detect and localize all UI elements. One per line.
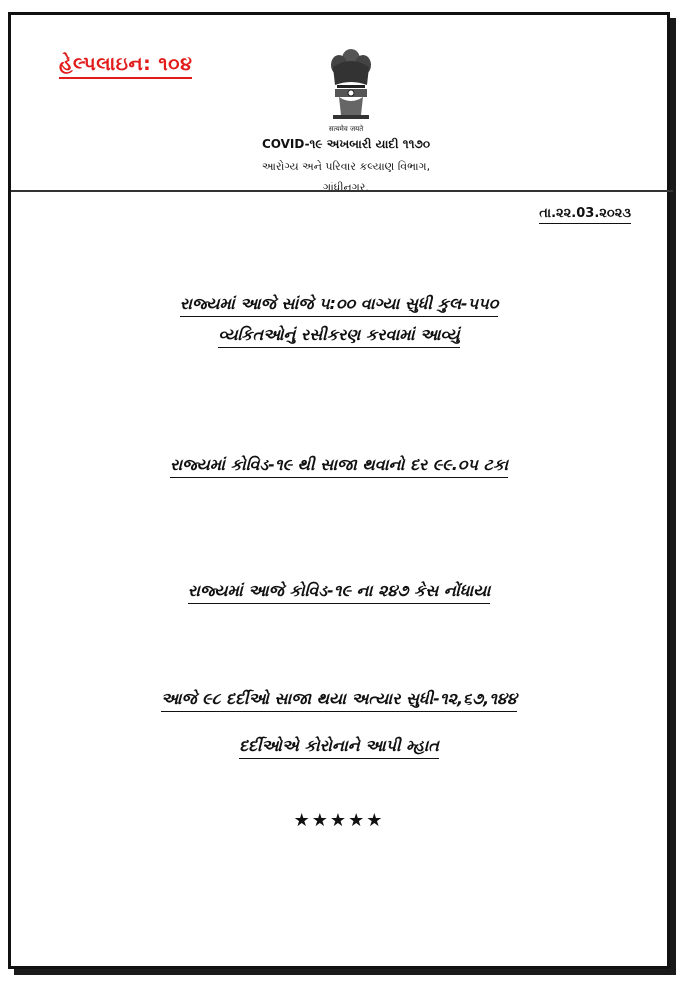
headline-new-cases: રાજ્યમાં આજે કોવિડ-૧૯ ના ૨૪૭ કેસ નોંધાયા <box>11 581 667 604</box>
release-date: તા.૨૨.03.૨૦૨૩ <box>539 206 631 224</box>
city-name: ગાંધીનગર. <box>323 181 369 194</box>
closing-stars: ★★★★★ <box>293 810 385 831</box>
headline-recovered-line-2: દર્દીઓએ કોરોનાને આપી મ્હાત <box>11 736 667 759</box>
press-release-title: COVID-૧૯ અખબારી યાદી ૧૧૭૦ <box>261 137 431 151</box>
emblem-motto: सत्यमेव जयते <box>328 125 364 133</box>
ashoka-emblem-icon <box>323 45 379 123</box>
headline-recovery-rate: રાજ્યમાં કોવિડ-૧૯ થી સાજા થવાનો દર ૯૯.૦૫ ટકા <box>11 455 667 478</box>
headline-vaccination-line-1: રાજ્યમાં આજે સાંજે ૫:૦૦ વાગ્યા સુધી કુલ-૫૫૦ <box>11 294 667 317</box>
helpline-label: હેલ્પલાઇન: ૧૦૪ <box>59 53 192 79</box>
headline-recovered-line-1: આજે ૯૮ દર્દીઓ સાજા થયા અત્યાર સુધી-૧૨,૬૭,૧૪૪ <box>11 689 667 712</box>
header-divider <box>11 190 673 192</box>
department-name: આરોગ્ય અને પરિવાર કલ્યાણ વિભાગ, <box>261 160 431 173</box>
headline-vaccination-line-2: વ્યકિતઓનું રસીકરણ કરવામાં આવ્યું <box>11 325 667 348</box>
press-release-page <box>8 12 670 969</box>
